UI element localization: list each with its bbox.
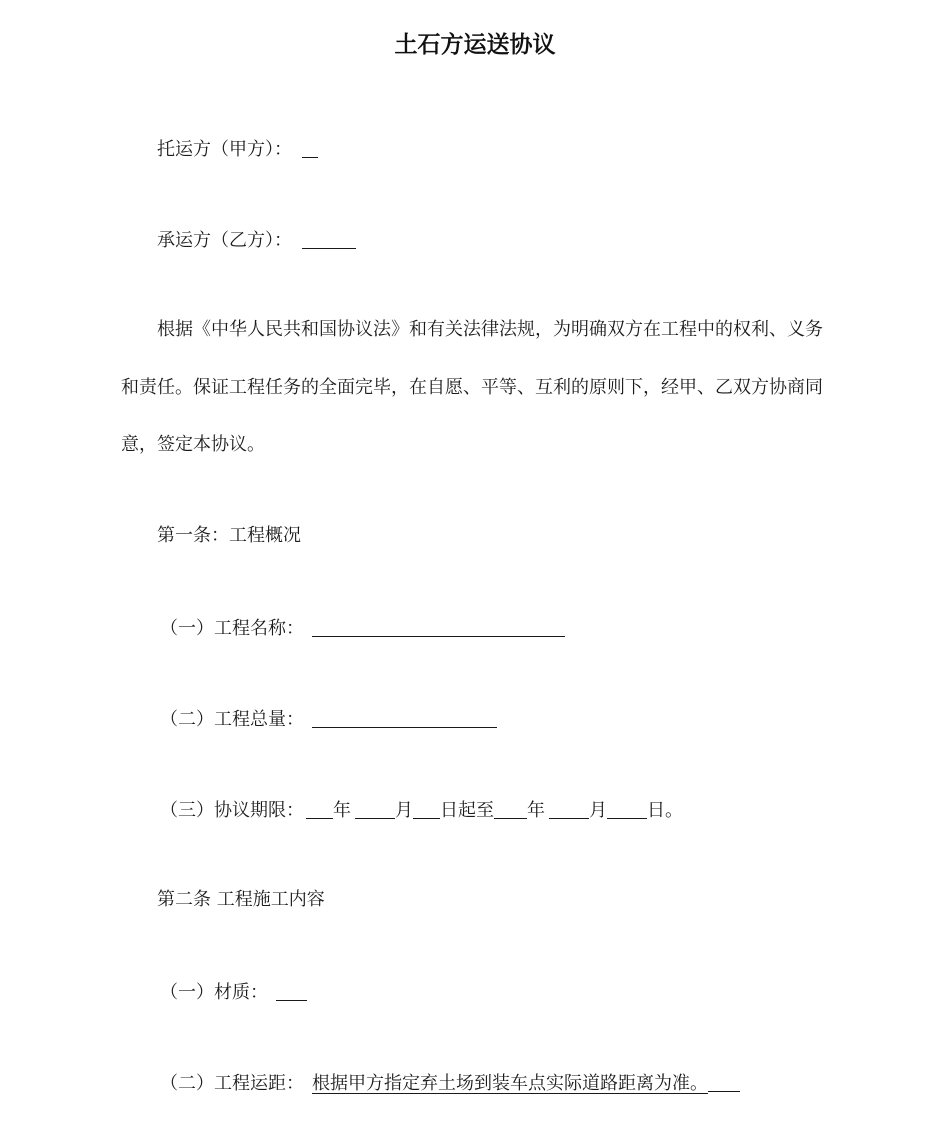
end-day-blank bbox=[607, 800, 647, 819]
article1-heading: 第一条：工程概况 bbox=[157, 525, 301, 546]
consignor-line bbox=[157, 136, 318, 162]
preamble-line-2: 和责任。保证工程任务的全面完毕，在自愿、平等、互利的原则下，经甲、乙双方协商同 bbox=[121, 377, 823, 398]
consignor-label: 托运方（甲方）： bbox=[157, 139, 292, 160]
article2-heading: 第二条 工程施工内容 bbox=[157, 889, 325, 910]
material-blank bbox=[276, 982, 307, 1001]
preamble-line-1: 根据《中华人民共和国协议法》和有关法律法规，为明确双方在工程中的权利、义务 bbox=[157, 319, 823, 340]
article2-item2 bbox=[160, 1070, 740, 1096]
start-day-unit: 日起至 bbox=[440, 800, 494, 821]
project-total-label: （二）工程总量： bbox=[160, 709, 304, 730]
carrier-blank bbox=[302, 230, 356, 249]
haul-distance-value: 根据甲方指定弃土场到装车点实际道路距离为准。 bbox=[312, 1073, 708, 1094]
article1-item2 bbox=[160, 706, 497, 732]
preamble-line-3: 意，签定本协议。 bbox=[121, 434, 265, 455]
haul-distance-label: （二）工程运距： bbox=[160, 1073, 304, 1094]
end-month-unit: 月 bbox=[589, 800, 607, 821]
end-year-unit: 年 bbox=[527, 800, 545, 821]
article2-item1 bbox=[160, 979, 307, 1005]
haul-distance-trailing-blank bbox=[708, 1073, 740, 1092]
start-day-blank bbox=[413, 800, 440, 819]
project-name-blank bbox=[312, 618, 565, 637]
material-label: （一）材质： bbox=[160, 982, 268, 1003]
start-month-blank bbox=[355, 800, 395, 819]
article1-item3 bbox=[160, 797, 683, 823]
start-month-unit: 月 bbox=[395, 800, 413, 821]
start-year-blank bbox=[306, 800, 333, 819]
project-name-label: （一）工程名称： bbox=[160, 618, 304, 639]
consignor-blank bbox=[302, 139, 318, 158]
end-month-blank bbox=[549, 800, 589, 819]
end-day-unit: 日。 bbox=[647, 800, 683, 821]
document-title: 土石方运送协议 bbox=[394, 32, 556, 58]
agreement-period-label: （三）协议期限： bbox=[160, 800, 304, 821]
project-total-blank bbox=[312, 709, 497, 728]
carrier-line bbox=[157, 227, 356, 253]
end-year-blank bbox=[494, 800, 527, 819]
carrier-label: 承运方（乙方）： bbox=[157, 230, 292, 251]
start-year-unit: 年 bbox=[333, 800, 351, 821]
article1-item1 bbox=[160, 615, 565, 641]
